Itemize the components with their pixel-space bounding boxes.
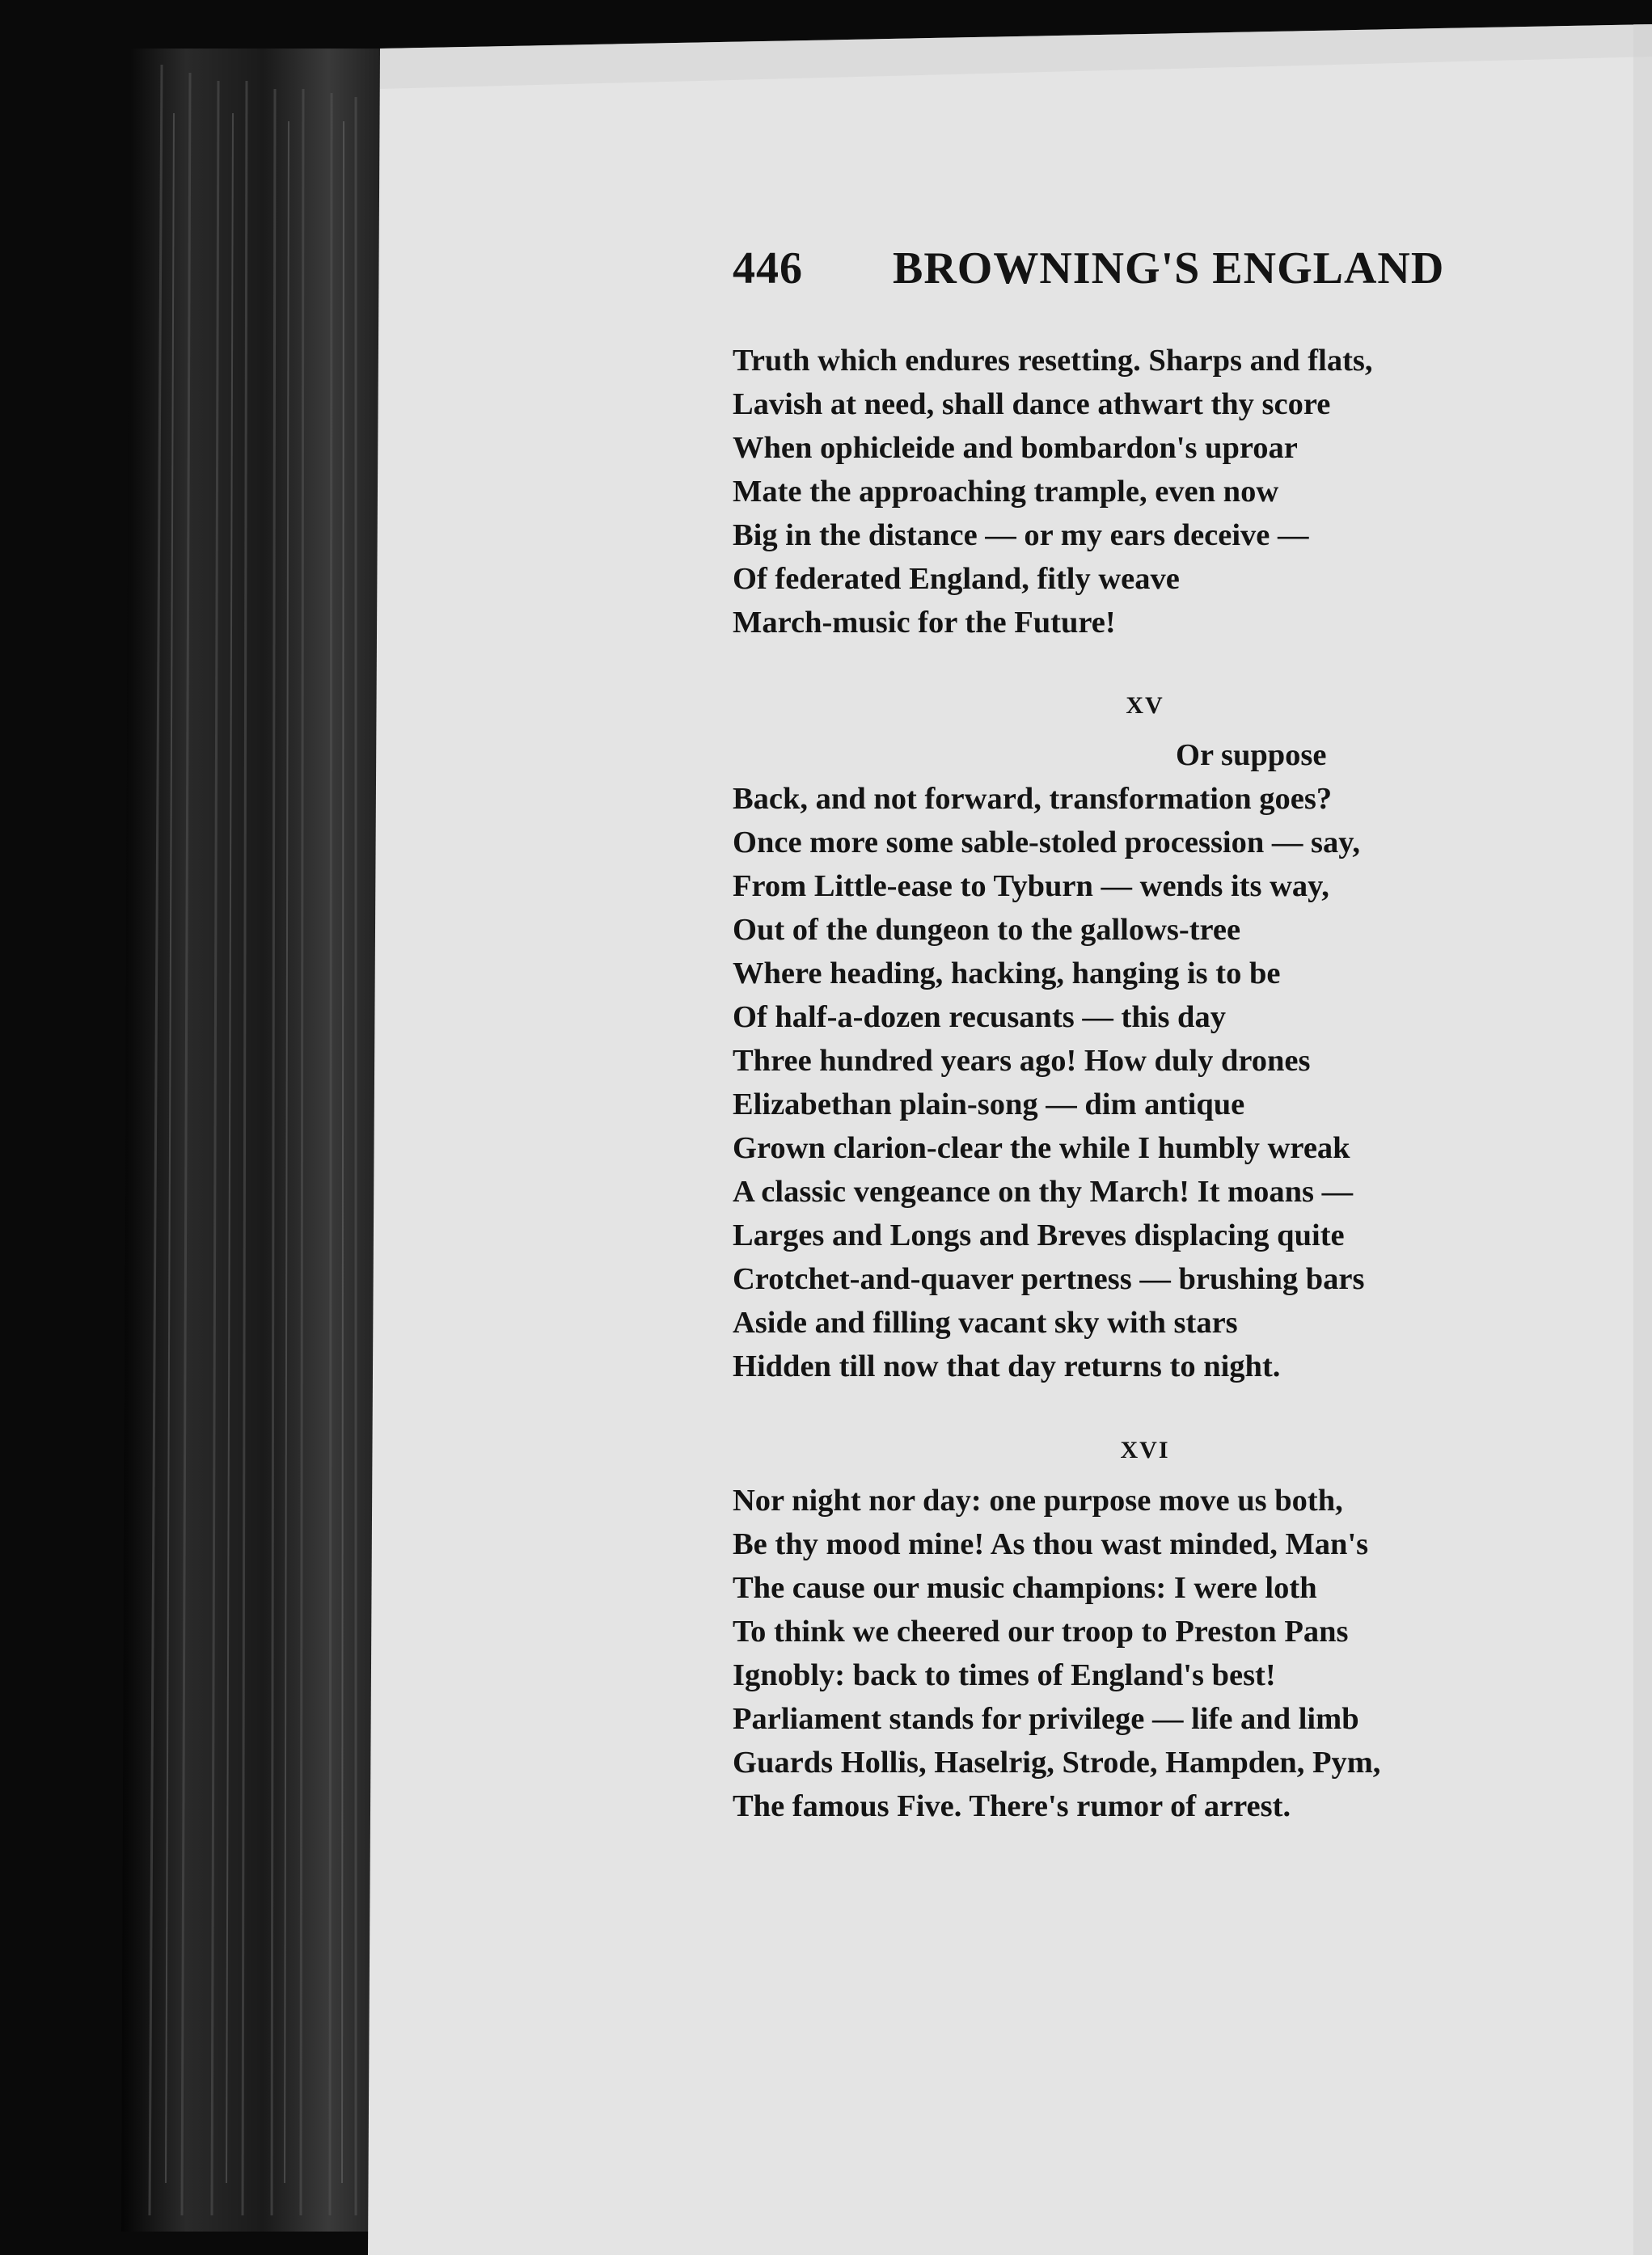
verse-line: Nor night nor day: one purpose move us both, bbox=[733, 1484, 1343, 1518]
verse-line: Big in the distance — or my ears deceive — bbox=[733, 518, 1309, 552]
verse-line: To think we cheered our troop to Preston Pans bbox=[733, 1615, 1349, 1649]
verse-line: A classic vengeance on thy March! It moans — bbox=[733, 1175, 1354, 1209]
verse-line: Lavish at need, shall dance athwart thy score bbox=[733, 387, 1331, 421]
verse-line: Where heading, hacking, hanging is to be bbox=[733, 956, 1281, 990]
verse-line: Ignobly: back to times of England's best! bbox=[733, 1658, 1276, 1692]
running-head bbox=[733, 243, 1622, 307]
verse-line: Aside and filling vacant sky with stars bbox=[733, 1306, 1238, 1340]
verse-line: The cause our music champions: I were loth bbox=[733, 1571, 1317, 1605]
verse-line: Be thy mood mine! As thou wast minded, Man's bbox=[733, 1527, 1369, 1561]
verse-line: Or suppose bbox=[1176, 738, 1327, 772]
verse-line: When ophicleide and bombardon's uproar bbox=[733, 431, 1298, 465]
verse-line: Of federated England, fitly weave bbox=[733, 562, 1180, 596]
verse-line: Of half-a-dozen recusants — this day bbox=[733, 1000, 1226, 1034]
verse-line: Hidden till now that day returns to night. bbox=[733, 1349, 1281, 1383]
verse-line: Crotchet-and-quaver pertness — brushing bars bbox=[733, 1262, 1365, 1296]
verse-line: Three hundred years ago! How duly drones bbox=[733, 1044, 1311, 1078]
verse-line: Larges and Longs and Breves displacing quite bbox=[733, 1218, 1345, 1252]
verse-line: Back, and not forward, transformation goes? bbox=[733, 782, 1333, 816]
verse-line: Grown clarion-clear the while I humbly wreak bbox=[733, 1131, 1350, 1165]
verse-line: Parliament stands for privilege — life and limb bbox=[733, 1702, 1359, 1736]
verse-line: Once more some sable-stoled procession — say, bbox=[733, 826, 1361, 859]
page-number: 446 bbox=[733, 243, 803, 293]
verse-line: March-music for the Future! bbox=[733, 606, 1116, 640]
section-numeral-xv: XV bbox=[1126, 692, 1164, 719]
verse-line: Out of the dungeon to the gallows-tree bbox=[733, 913, 1241, 947]
verse-line: Mate the approaching trample, even now bbox=[733, 475, 1279, 509]
verse-line: The famous Five. There's rumor of arrest. bbox=[733, 1789, 1291, 1823]
verse-line: Truth which endures resetting. Sharps and flats, bbox=[733, 344, 1373, 378]
verse-line: Guards Hollis, Haselrig, Strode, Hampden, Pym, bbox=[733, 1746, 1381, 1780]
section-numeral-xvi: XVI bbox=[1120, 1437, 1170, 1463]
verse-line: Elizabethan plain-song — dim antique bbox=[733, 1087, 1245, 1121]
running-title: BROWNING'S ENGLAND bbox=[893, 243, 1445, 293]
verse-line: From Little-ease to Tyburn — wends its way, bbox=[733, 869, 1329, 903]
